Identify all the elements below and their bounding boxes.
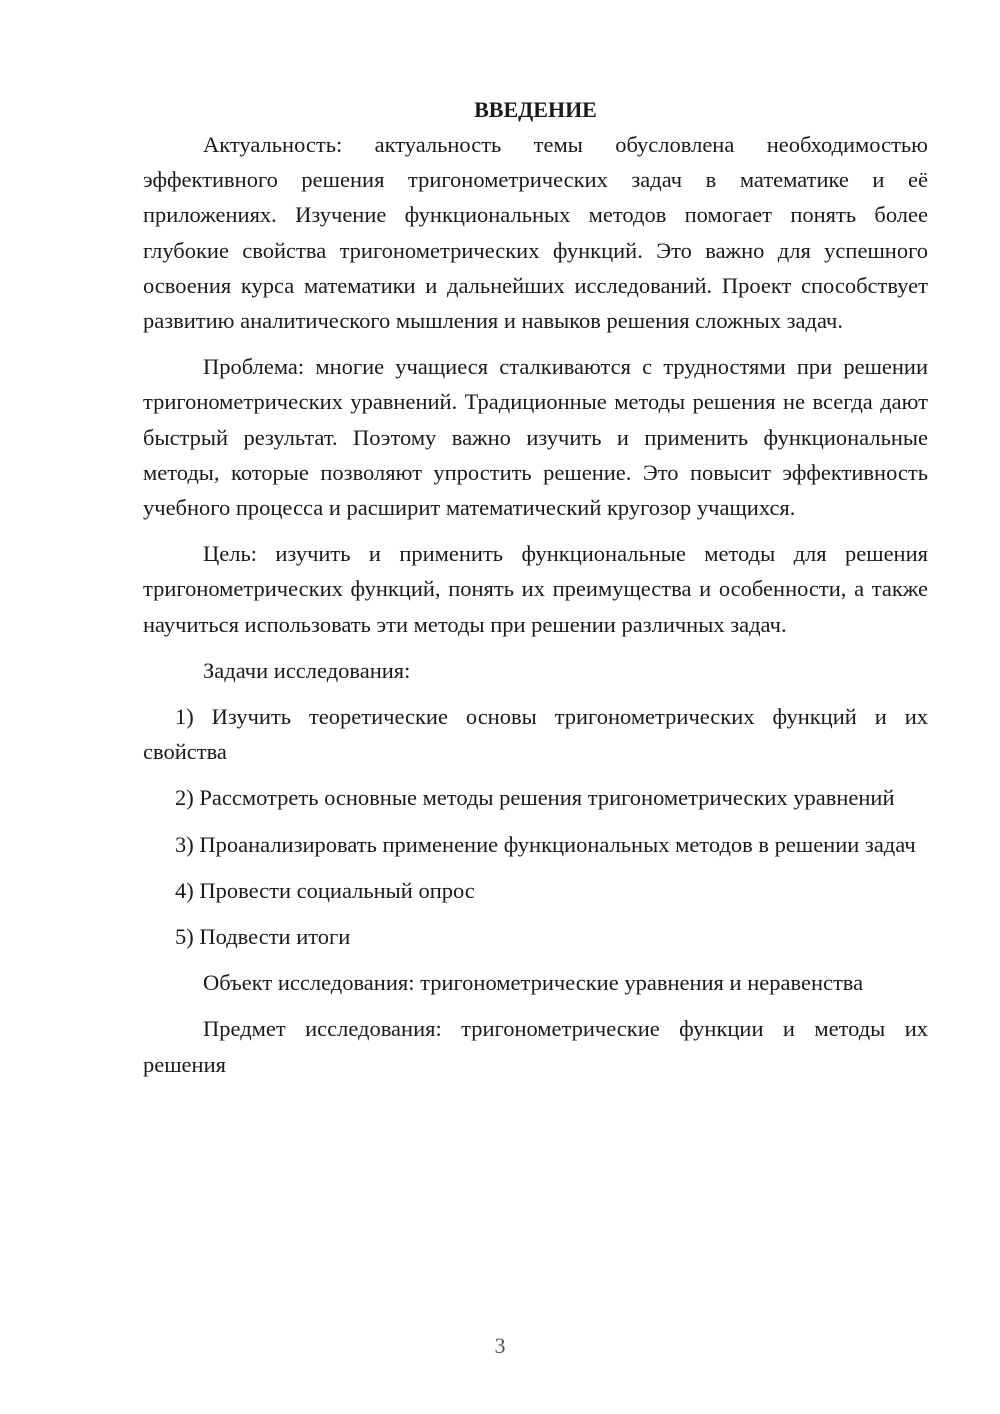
object-paragraph: Объект исследования: тригонометрические уравнения и неравенства (203, 970, 864, 996)
document-page (143, 94, 928, 1082)
task-item-2: 2) Рассмотреть основные методы решения тригонометрических уравнений (175, 785, 895, 811)
task-item-1: 1) Изучить теоретические основы тригонометрических функций и их свойства (143, 704, 928, 765)
goal-paragraph: Цель: изучить и применить функциональные методы для решения тригонометрических функций, понять их преимущества и особенности, а также научиться использовать эти методы при решении различных задач. (143, 541, 928, 637)
task-item-3: 3) Проанализировать применение функциональных методов в решении задач (175, 831, 916, 857)
tasks-heading: Задачи исследования: (203, 657, 411, 683)
task-item-4: 4) Провести социальный опрос (175, 877, 475, 903)
subject-paragraph: Предмет исследования: тригонометрические функции и методы их решения (143, 1016, 928, 1077)
task-item-5: 5) Подвести итоги (175, 924, 351, 950)
section-title: ВВЕДЕНИЕ (474, 97, 597, 122)
problem-paragraph: Проблема: многие учащиеся сталкиваются с трудностями при решении тригонометрических уравнений. Традиционные методы решения не всегда дают быстрый результат. Поэтому важно изучить и применить функциональные методы, которые позволяют упростить решение. Это повысит эффективность учебного процесса и расширит математический кругозор учащихся. (143, 354, 928, 521)
relevance-paragraph: Актуальность: актуальность темы обусловлена необходимостью эффективного решения тригонометрических задач в математике и её приложениях. Изучение функциональных методов помогает понять более глубокие свойства тригонометрических функций. Это важно для успешного освоения курса математики и дальнейших исследований. Проект способствует развитию аналитического мышления и навыков решения сложных задач. (143, 132, 928, 334)
page-number: 3 (494, 1333, 506, 1358)
